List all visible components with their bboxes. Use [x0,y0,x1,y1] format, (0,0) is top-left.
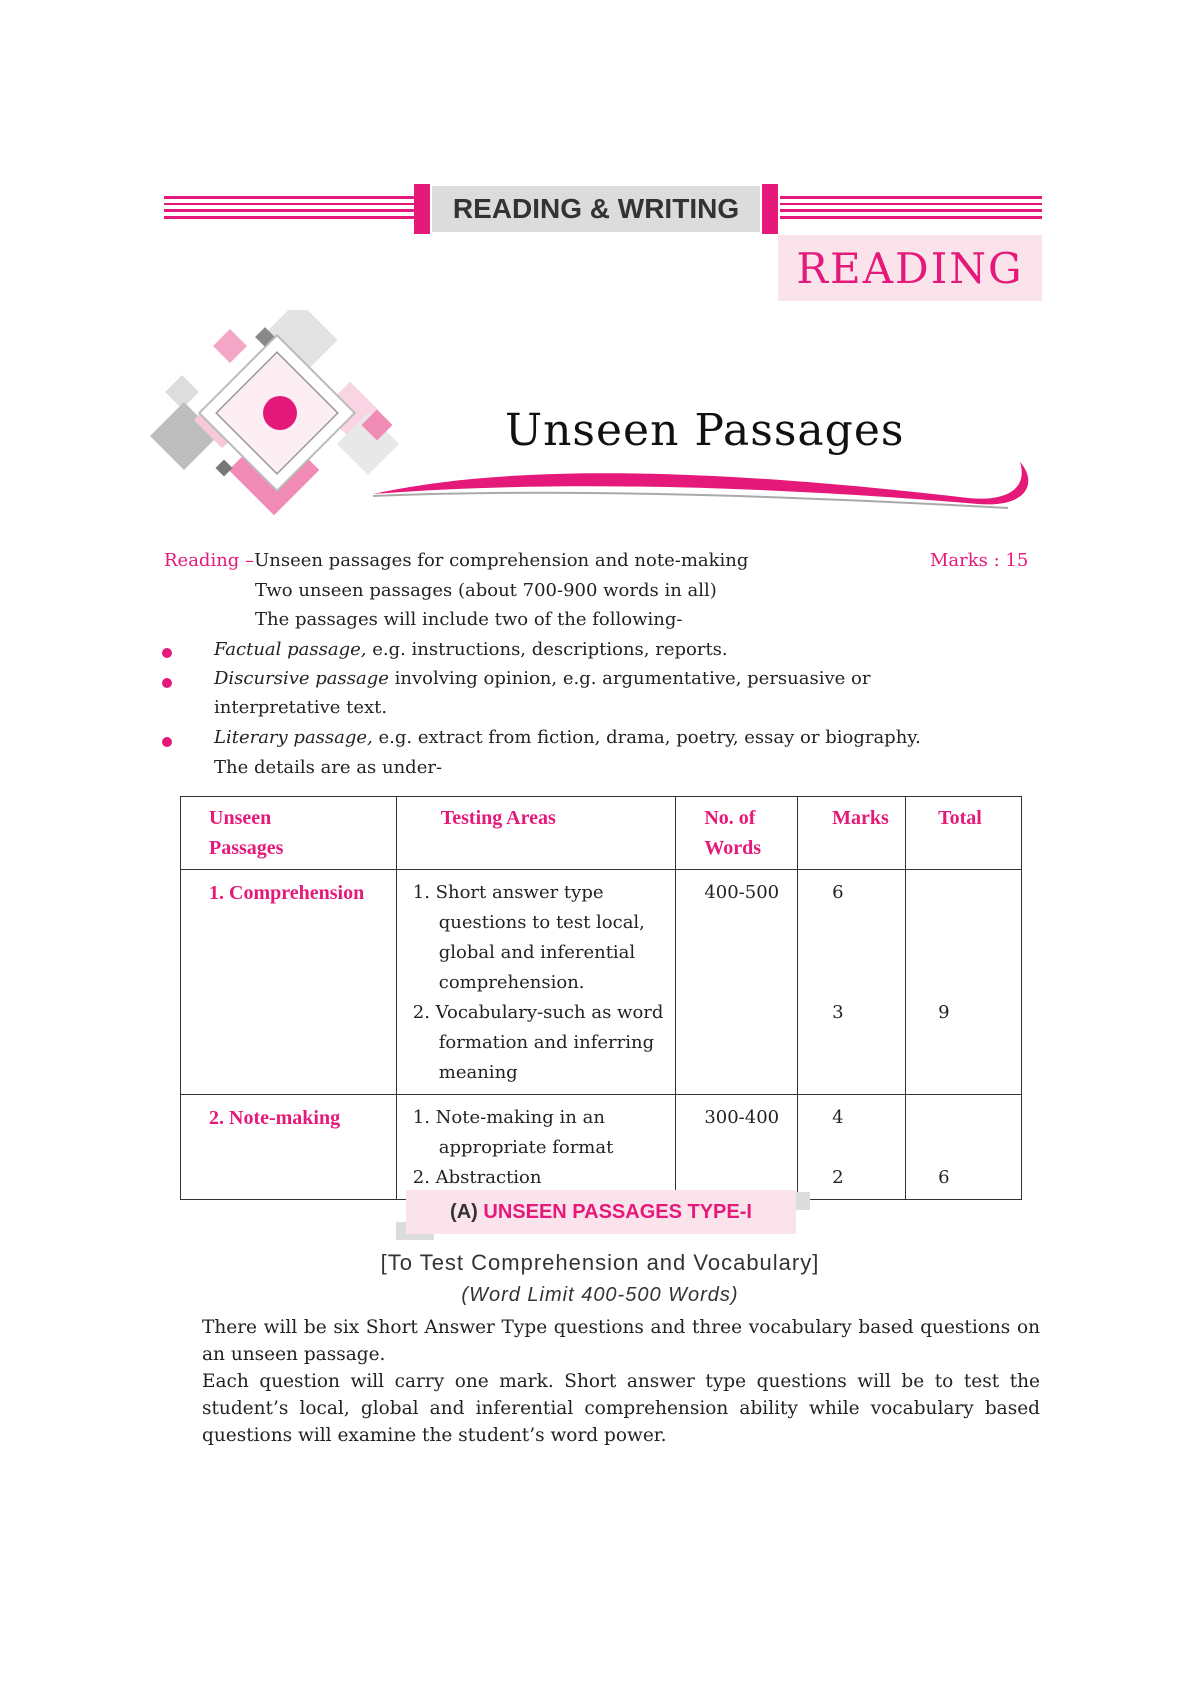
bullet-icon [162,737,172,747]
section-a-subheading: [To Test Comprehension and Vocabulary] [380,1250,820,1275]
marks-table [180,796,1022,1200]
header-total: Total [906,797,1022,870]
header-cap-right [762,184,778,234]
row-words: 400-500 [676,870,798,1095]
bullet-term: Literary passage, [214,727,373,748]
section-a-prefix: (A) [450,1200,478,1223]
row-name-text: 1. Comprehension [209,882,365,904]
header-cap-left [414,184,430,234]
bullet-text: e.g. instructions, descriptions, reports. [366,639,728,660]
area-item: 2. Vocabulary-such as word formation and inferring meaning [412,1002,664,1083]
row-words: 300-400 [676,1095,798,1200]
row-areas [396,870,676,1095]
intro-line1-text: Unseen passages for comprehension and note-making [254,550,749,571]
header-text: No. of [704,807,756,829]
row-name [181,1095,397,1200]
page-title: Unseen Passages [505,405,905,456]
row-total: 6 [906,1095,1022,1200]
bullet-term: Discursive passage [214,668,389,689]
mark-value: 3 [832,1002,844,1023]
bullet-item-discursive [214,668,870,689]
header-rule-left [164,196,416,222]
reading-tag: READING [778,235,1042,301]
mark-value: 6 [832,882,844,903]
table-header-row [181,797,1022,870]
section-header: READING & WRITING [432,186,760,232]
intro-line-1 [164,550,748,571]
area-item: 1. Short answer type questions to test local, global and inferential comprehension. [412,882,645,993]
marks-label: Marks : 15 [930,550,1029,571]
details-line: The details are as under- [214,757,443,778]
section-a-heading [406,1190,796,1234]
row-marks [798,870,906,1095]
mark-value: 2 [832,1167,844,1188]
bullet-text: involving opinion, e.g. argumentative, persuasive or [388,668,871,689]
header-text: Unseen [209,807,272,829]
bullet-text: e.g. extract from fiction, drama, poetry, essay or biography. [372,727,921,748]
header-marks: Marks [798,797,906,870]
mark-value: 4 [832,1107,844,1128]
section-a-paragraph-2: Each question will carry one mark. Short answer type questions will be to test the student’s local, global and inferential comprehension ability while vocabulary based questions will examine the student’s word power. [202,1371,1040,1446]
table-row [181,1095,1022,1200]
header-unseen-passages [181,797,397,870]
row-areas [396,1095,676,1200]
row-total: 9 [906,870,1022,1095]
bullet-term: Factual passage, [214,639,367,660]
bullet-icon [162,678,172,688]
row-marks [798,1095,906,1200]
intro-line-2: Two unseen passages (about 700-900 words in all) [255,580,717,601]
area-item: 1. Note-making in an appropriate format [412,1107,614,1158]
area-item: 2. Abstraction [412,1167,542,1188]
header-testing-areas: Testing Areas [396,797,676,870]
word-limit: (Word Limit 400-500 Words) [461,1284,739,1306]
title-swoosh-icon [368,452,1038,510]
bullet-icon [162,648,172,658]
intro-line-3: The passages will include two of the following- [255,609,683,630]
header-no-of-words [676,797,798,870]
section-a-title: UNSEEN PASSAGES TYPE-I [483,1200,752,1223]
intro-label: Reading – [164,550,255,571]
row-name [181,870,397,1095]
bullet-item-factual [214,639,728,660]
bullet-item-discursive-cont: interpretative text. [214,697,388,718]
header-rule-right [780,196,1042,222]
bullet-item-literary [214,727,921,748]
table-row [181,870,1022,1095]
section-a-paragraph-1: There will be six Short Answer Type questions and three vocabulary based questions on an unseen passage. [202,1317,1040,1365]
header-text: Passages [209,837,284,859]
row-name-text: 2. Note-making [209,1107,341,1129]
header-text: Words [704,837,761,859]
